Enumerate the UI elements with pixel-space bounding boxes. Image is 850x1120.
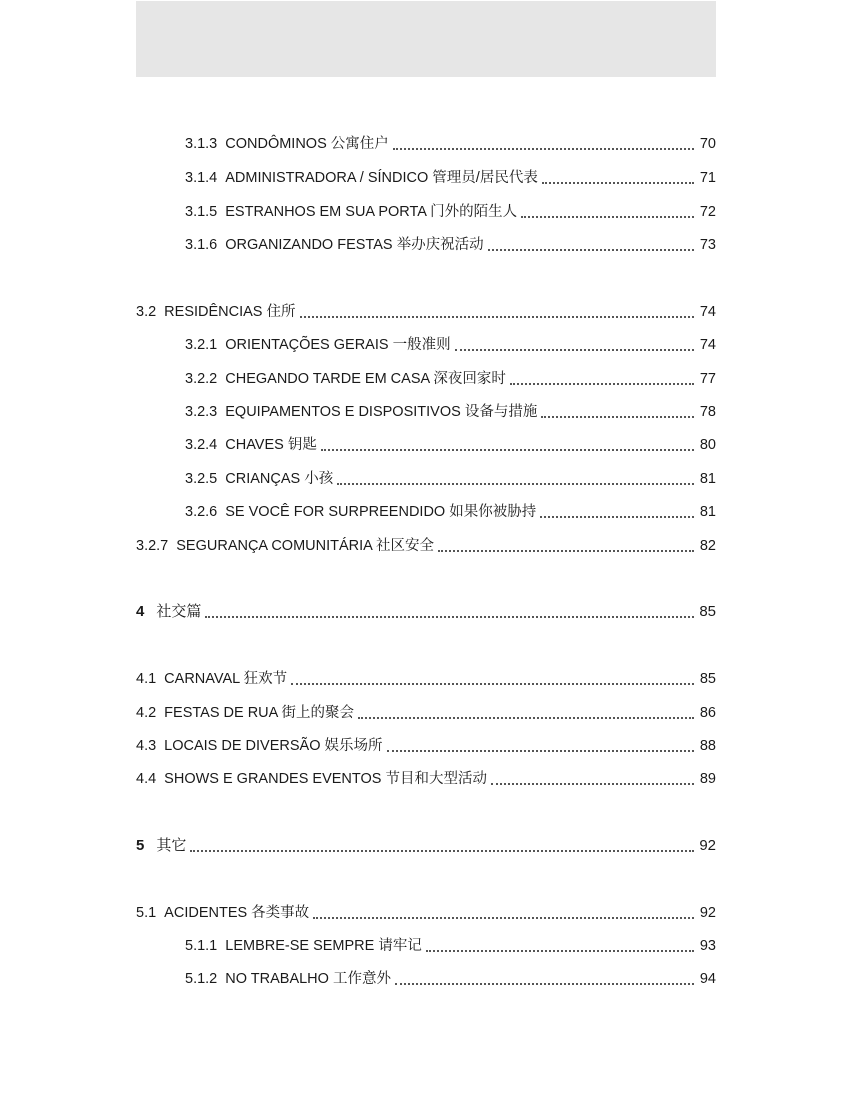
toc-entry-page: 71 [699, 170, 716, 186]
dot-leader [426, 950, 694, 952]
toc-entry-3-2[interactable] [136, 299, 716, 321]
toc-entry-number: 3.1.3 [185, 136, 218, 152]
toc-entry-page: 81 [699, 504, 716, 520]
toc-entry-number: 3.2.2 [185, 371, 218, 387]
dot-leader [521, 216, 694, 218]
dot-leader [190, 850, 694, 852]
dot-leader [358, 717, 694, 719]
toc-entry-3-2-3[interactable] [185, 399, 716, 421]
toc-entry-page: 74 [699, 337, 716, 353]
toc-chapter-title: 其它 [156, 837, 187, 854]
toc-entry-3-1-6[interactable] [185, 232, 716, 254]
toc-entry-number: 3.2.7 [136, 538, 169, 554]
toc-entry-title: FESTAS DE RUA 街上的聚会 [164, 705, 355, 721]
toc-entry-title: CHEGANDO TARDE EM CASA 深夜回家时 [225, 371, 506, 387]
toc-entry-5-1-1[interactable] [185, 933, 716, 955]
dot-leader [488, 249, 694, 251]
toc-entry-4-4[interactable] [136, 766, 716, 788]
toc-entry-title: ORGANIZANDO FESTAS 举办庆祝活动 [225, 237, 484, 253]
toc-chapter-5[interactable] [136, 833, 716, 855]
toc-entry-title: NO TRABALHO 工作意外 [225, 971, 391, 987]
toc-entry-number: 4.2 [136, 705, 157, 721]
toc-entry-number: 4.1 [136, 671, 157, 687]
dot-leader [300, 316, 694, 318]
toc-entry-title: SHOWS E GRANDES EVENTOS 节目和大型活动 [164, 771, 487, 787]
toc-entry-title: CONDÔMINOS 公寓住户 [225, 136, 389, 152]
dot-leader [438, 550, 694, 552]
toc-entry-page: 74 [699, 304, 716, 320]
toc-entry-number: 3.2.4 [185, 437, 218, 453]
toc-entry-page: 73 [699, 237, 716, 253]
toc-entry-page: 86 [699, 705, 716, 721]
toc-entry-page: 80 [699, 437, 716, 453]
toc-entry-page: 92 [699, 837, 716, 854]
dot-leader [510, 383, 694, 385]
toc-chapter-number: 5 [136, 837, 145, 854]
toc-entry-number: 3.2.1 [185, 337, 218, 353]
toc-entry-title: SE VOCÊ FOR SURPREENDIDO 如果你被胁持 [225, 504, 537, 520]
toc-entry-number: 3.2 [136, 304, 157, 320]
toc-entry-number: 5.1 [136, 905, 157, 921]
toc-entry-number: 3.2.6 [185, 504, 218, 520]
toc-entry-title: EQUIPAMENTOS E DISPOSITIVOS 设备与措施 [225, 404, 538, 420]
toc-entry-5-1[interactable] [136, 900, 716, 922]
dot-leader [540, 516, 694, 518]
toc-entry-number: 3.1.6 [185, 237, 218, 253]
toc-entry-page: 82 [699, 538, 716, 554]
toc-entry-page: 78 [699, 404, 716, 420]
toc-entry-title: SEGURANÇA COMUNITÁRIA 社区安全 [176, 538, 435, 554]
toc-entry-title: CRIANÇAS 小孩 [225, 471, 334, 487]
dot-leader [542, 182, 694, 184]
toc-entry-number: 5.1.2 [185, 971, 218, 987]
dot-leader [387, 750, 694, 752]
toc-entry-page: 89 [699, 771, 716, 787]
dot-leader [491, 783, 694, 785]
toc-entry-title: CHAVES 钥匙 [225, 437, 317, 453]
toc-entry-number: 3.1.5 [185, 204, 218, 220]
toc-entry-page: 85 [699, 603, 716, 620]
toc-entry-page: 70 [699, 136, 716, 152]
toc-entry-4-1[interactable] [136, 666, 716, 688]
toc-entry-number: 4.3 [136, 738, 157, 754]
toc-entry-page: 94 [699, 971, 716, 987]
toc-entry-5-1-2[interactable] [185, 966, 716, 988]
toc-entry-page: 77 [699, 371, 716, 387]
toc-entry-page: 72 [699, 204, 716, 220]
toc-entry-3-2-7[interactable] [136, 533, 716, 555]
dot-leader [455, 349, 694, 351]
toc-entry-3-2-5[interactable] [185, 466, 716, 488]
toc-chapter-4[interactable] [136, 599, 716, 621]
dot-leader [291, 683, 694, 685]
toc-entry-title: ESTRANHOS EM SUA PORTA 门外的陌生人 [225, 204, 518, 220]
dot-leader [205, 616, 694, 618]
toc-entry-page: 81 [699, 471, 716, 487]
toc-entry-number: 5.1.1 [185, 938, 218, 954]
toc-entry-page: 93 [699, 938, 716, 954]
dot-leader [337, 483, 694, 485]
toc-entry-3-2-1[interactable] [185, 332, 716, 354]
toc-entry-title: ACIDENTES 各类事故 [164, 905, 310, 921]
toc-chapter-number: 4 [136, 603, 145, 620]
toc-entry-number: 3.1.4 [185, 170, 218, 186]
dot-leader [395, 983, 694, 985]
dot-leader [321, 449, 694, 451]
toc-entry-page: 85 [699, 671, 716, 687]
toc-entry-title: ADMINISTRADORA / SÍNDICO 管理员/居民代表 [225, 170, 538, 186]
dot-leader [393, 148, 694, 150]
toc-entry-page: 88 [699, 738, 716, 754]
toc-entry-title: ORIENTAÇÕES GERAIS 一般准则 [225, 337, 451, 353]
dot-leader [541, 416, 694, 418]
toc-entry-3-2-2[interactable] [185, 366, 716, 388]
toc-entry-3-2-6[interactable] [185, 499, 716, 521]
toc-entry-title: LEMBRE-SE SEMPRE 请牢记 [225, 938, 422, 954]
toc-entry-3-2-4[interactable] [185, 432, 716, 454]
toc-entry-title: CARNAVAL 狂欢节 [164, 671, 288, 687]
toc-entry-4-2[interactable] [136, 700, 716, 722]
toc-entry-3-1-5[interactable] [185, 199, 716, 221]
toc-entry-title: RESIDÊNCIAS 住所 [164, 304, 296, 320]
toc-entry-number: 3.2.3 [185, 404, 218, 420]
dot-leader [313, 917, 694, 919]
toc-entry-3-1-4[interactable] [185, 165, 716, 187]
toc-entry-number: 4.4 [136, 771, 157, 787]
toc-entry-4-3[interactable] [136, 733, 716, 755]
toc-entry-page: 92 [699, 905, 716, 921]
toc-entry-title: LOCAIS DE DIVERSÃO 娱乐场所 [164, 738, 383, 754]
toc-entry-number: 3.2.5 [185, 471, 218, 487]
toc-chapter-title: 社交篇 [156, 603, 202, 620]
toc-entry-3-1-3[interactable] [185, 131, 716, 153]
